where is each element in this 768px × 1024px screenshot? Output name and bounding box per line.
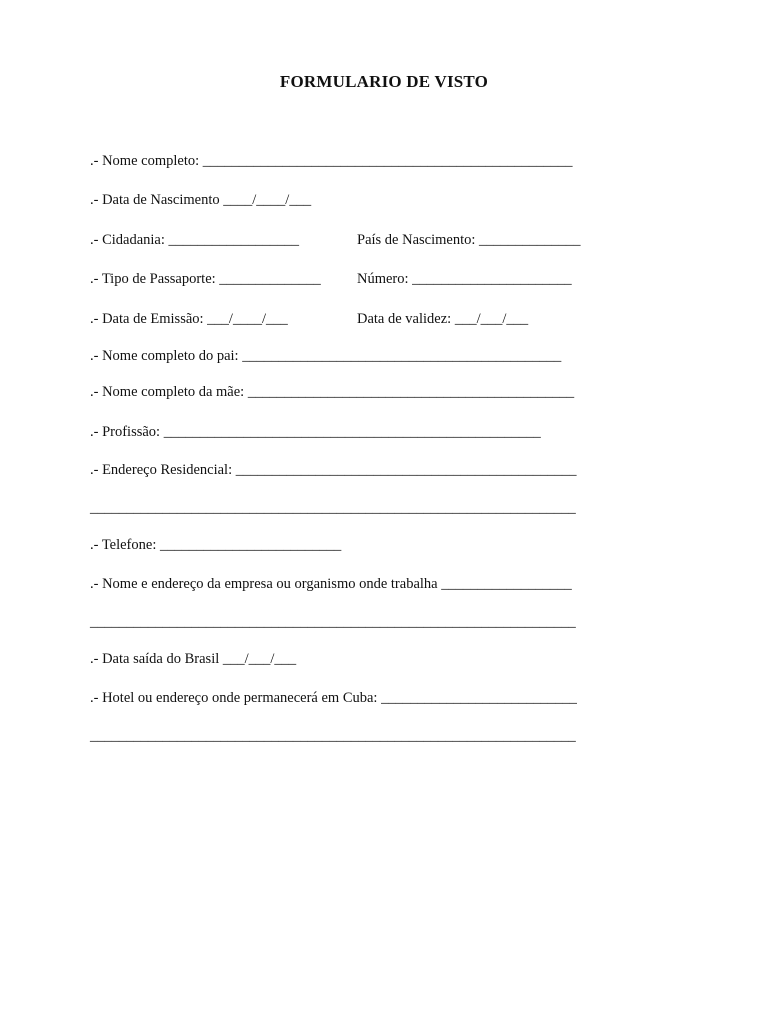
field-numero: Número: ______________________	[357, 271, 572, 287]
field-pais-nascimento: País de Nascimento: ______________	[357, 232, 581, 248]
field-nome-mae: .- Nome completo da mãe: _____________________________________________	[90, 384, 575, 400]
field-endereco-residencial-continuation: ___________________________________________________________________	[90, 500, 576, 516]
field-hotel-continuation: ___________________________________________________________________	[90, 728, 576, 744]
field-data-nascimento: .- Data de Nascimento ____/____/___	[90, 192, 312, 208]
field-empresa: .- Nome e endereço da empresa ou organismo onde trabalha __________________	[90, 576, 572, 592]
field-empresa-continuation: ___________________________________________________________________	[90, 614, 576, 630]
field-profissao: .- Profissão: ____________________________________________________	[90, 424, 541, 440]
field-telefone: .- Telefone: _________________________	[90, 537, 342, 553]
field-data-emissao: .- Data de Emissão: ___/____/___	[90, 311, 288, 327]
form-title: FORMULARIO DE VISTO	[279, 72, 489, 91]
field-tipo-passaporte: .- Tipo de Passaporte: ______________	[90, 271, 321, 287]
field-data-validez: Data de validez: ___/___/___	[357, 311, 529, 327]
field-cidadania: .- Cidadania: __________________	[90, 232, 300, 248]
field-endereco-residencial: .- Endereço Residencial: _______________________________________________	[90, 462, 577, 478]
field-nome-pai: .- Nome completo do pai: ____________________________________________	[90, 348, 562, 364]
field-hotel: .- Hotel ou endereço onde permanecerá em Cuba: ___________________________	[90, 690, 577, 706]
field-data-saida: .- Data saída do Brasil ___/___/___	[90, 651, 297, 667]
field-nome-completo: .- Nome completo: ___________________________________________________	[90, 153, 573, 169]
